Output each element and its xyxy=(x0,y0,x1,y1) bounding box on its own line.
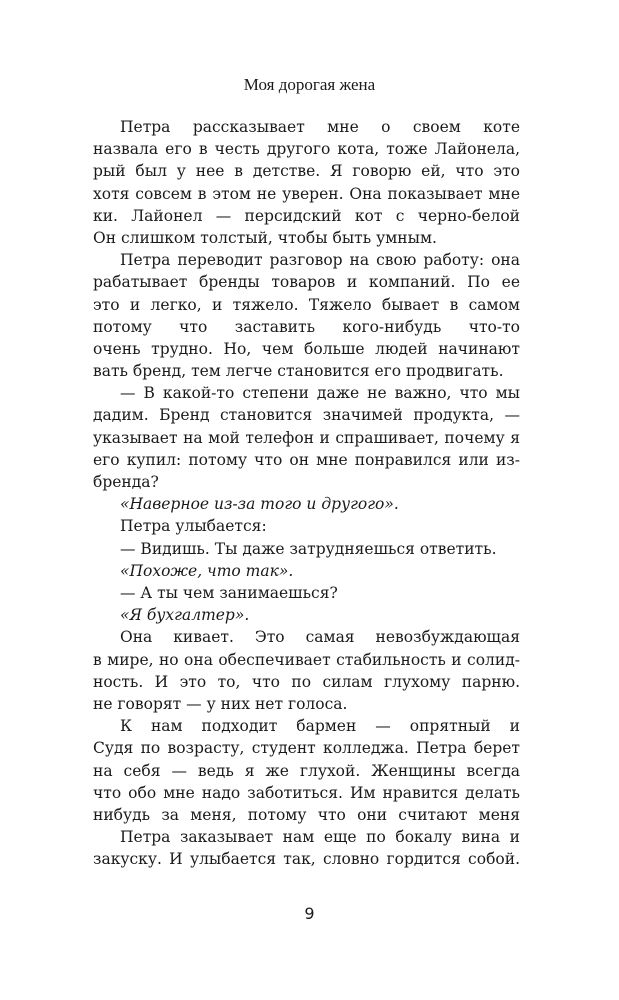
text-line: Петра улыбается: xyxy=(120,517,267,536)
text-line: Петра переводит разговор на свою работу: она xyxy=(120,251,520,270)
text-line: на себя — ведь я же глухой. Женщины всегда xyxy=(93,761,520,780)
page-number: 9 xyxy=(304,904,315,923)
text-line: очень трудно. Но, чем больше людей начинают xyxy=(93,339,520,358)
text-line: вать бренд, тем легче становится его продвигать. xyxy=(93,362,504,381)
text-line: — А ты чем занимаешься? xyxy=(120,584,338,603)
text-line: Она кивает. Это самая невозбуждающая xyxy=(120,628,520,647)
text-line: Он слишком толстый, чтобы быть умным. xyxy=(93,228,437,247)
text-line: рый был у нее в детстве. Я говорю ей, что это xyxy=(93,162,520,181)
text-line: рабатывает бренды товаров и компаний. По ее xyxy=(93,273,520,292)
text-line: Судя по возрасту, студент колледжа. Петра берет xyxy=(93,739,520,758)
text-line: нибудь за меня, потому что они считают меня xyxy=(93,805,520,824)
text-line: «Похоже, что так». xyxy=(120,561,294,580)
text-line: Петра рассказывает мне о своем коте xyxy=(120,118,520,136)
text-line: назвала его в честь другого кота, тоже Лайонела, xyxy=(93,140,520,159)
text-line: указывает на мой телефон и спрашивает, почему я xyxy=(93,428,520,447)
text-line: — В какой-то степени даже не важно, что мы xyxy=(120,384,520,403)
running-header: Моя дорогая жена xyxy=(243,75,376,94)
text-line: «Наверное из-за того и другого». xyxy=(120,495,399,514)
text-line: это и легко, и тяжело. Тяжело бывает в самом xyxy=(93,295,520,314)
text-line: хотя совсем в этом не уверен. Она показывает мне xyxy=(93,184,520,203)
text-line: Петра заказывает нам еще по бокалу вина и xyxy=(120,828,520,847)
text-line: его купил: потому что он мне понравился или из- xyxy=(93,450,520,469)
text-line: ность. И это то, что по силам глухому парню. xyxy=(93,672,520,691)
body-text xyxy=(93,116,520,871)
text-line: ки. Лайонел — персидский кот с черно-белой xyxy=(93,206,520,225)
text-line: не говорят — у них нет голоса. xyxy=(93,695,348,714)
text-line: закуску. И улыбается так, словно гордится собой. xyxy=(93,850,520,869)
text-line: что обо мне надо заботиться. Им нравится делать xyxy=(93,783,520,802)
text-line: — Видишь. Ты даже затрудняешься ответить. xyxy=(120,539,497,558)
text-line: К нам подходит бармен — опрятный и xyxy=(120,717,520,736)
text-line: потому что заставить кого-нибудь что-то xyxy=(93,317,520,336)
text-line: «Я бухгалтер». xyxy=(120,606,250,625)
text-line: в мире, но она обеспечивает стабильность и солид- xyxy=(93,650,520,669)
text-line: бренда? xyxy=(93,473,159,492)
text-line: дадим. Бренд становится значимей продукта, — xyxy=(93,406,520,425)
